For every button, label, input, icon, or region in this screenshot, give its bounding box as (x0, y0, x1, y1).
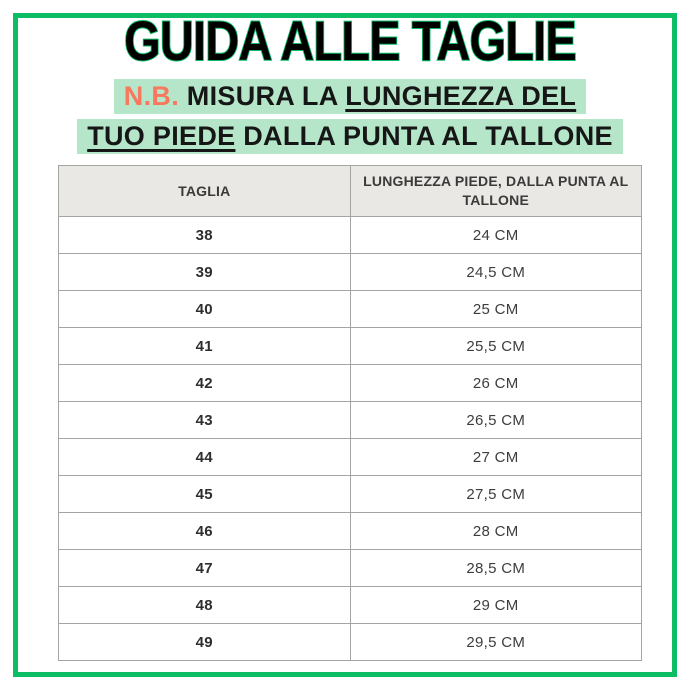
foot-length-cell: 26,5 CM (350, 402, 642, 439)
size-cell: 40 (59, 291, 351, 328)
size-cell: 45 (59, 476, 351, 513)
note-line-2-text: DALLA PUNTA AL TALLONE (235, 121, 613, 151)
size-table-row (59, 217, 642, 254)
size-cell: 43 (59, 402, 351, 439)
note-line-1-underlined-text: LUNGHEZZA DEL (345, 81, 577, 111)
header-taglia: TAGLIA (59, 166, 351, 217)
foot-length-cell: 26 CM (350, 365, 642, 402)
size-table-head (59, 166, 642, 217)
note-line-1 (0, 76, 700, 116)
size-cell: 38 (59, 217, 351, 254)
measure-note (0, 76, 700, 156)
size-cell: 49 (59, 624, 351, 661)
size-table-row (59, 291, 642, 328)
size-cell: 47 (59, 550, 351, 587)
size-table-header-row (59, 166, 642, 217)
size-cell: 41 (59, 328, 351, 365)
header-lunghezza-piede: LUNGHEZZA PIEDE, DALLA PUNTA AL TALLONE (350, 166, 642, 217)
size-cell: 48 (59, 587, 351, 624)
page-title: GUIDA ALLE TAGLIE (124, 9, 576, 72)
size-table-row (59, 513, 642, 550)
size-table-row (59, 476, 642, 513)
foot-length-cell: 25,5 CM (350, 328, 642, 365)
note-line-2-underlined-text: TUO PIEDE (87, 121, 236, 151)
foot-length-cell: 24,5 CM (350, 254, 642, 291)
size-table-row (59, 550, 642, 587)
foot-length-cell: 27,5 CM (350, 476, 642, 513)
size-table-row (59, 254, 642, 291)
size-table-row (59, 624, 642, 661)
foot-length-cell: 29 CM (350, 587, 642, 624)
size-table-row (59, 328, 642, 365)
size-table-body (59, 217, 642, 661)
foot-length-cell: 27 CM (350, 439, 642, 476)
note-line-2-highlight (77, 119, 623, 154)
size-cell: 42 (59, 365, 351, 402)
foot-length-cell: 24 CM (350, 217, 642, 254)
size-table (58, 165, 642, 661)
foot-length-cell: 28,5 CM (350, 550, 642, 587)
note-line-1-highlight (114, 79, 586, 114)
nb-label: N.B. (123, 81, 179, 111)
foot-length-cell: 28 CM (350, 513, 642, 550)
note-line-1-text: MISURA LA (179, 81, 346, 111)
foot-length-cell: 25 CM (350, 291, 642, 328)
foot-length-cell: 29,5 CM (350, 624, 642, 661)
size-cell: 46 (59, 513, 351, 550)
note-line-2 (0, 116, 700, 156)
size-table-row (59, 365, 642, 402)
size-table-row (59, 587, 642, 624)
size-table-row (59, 439, 642, 476)
size-table-row (59, 402, 642, 439)
size-cell: 39 (59, 254, 351, 291)
size-cell: 44 (59, 439, 351, 476)
